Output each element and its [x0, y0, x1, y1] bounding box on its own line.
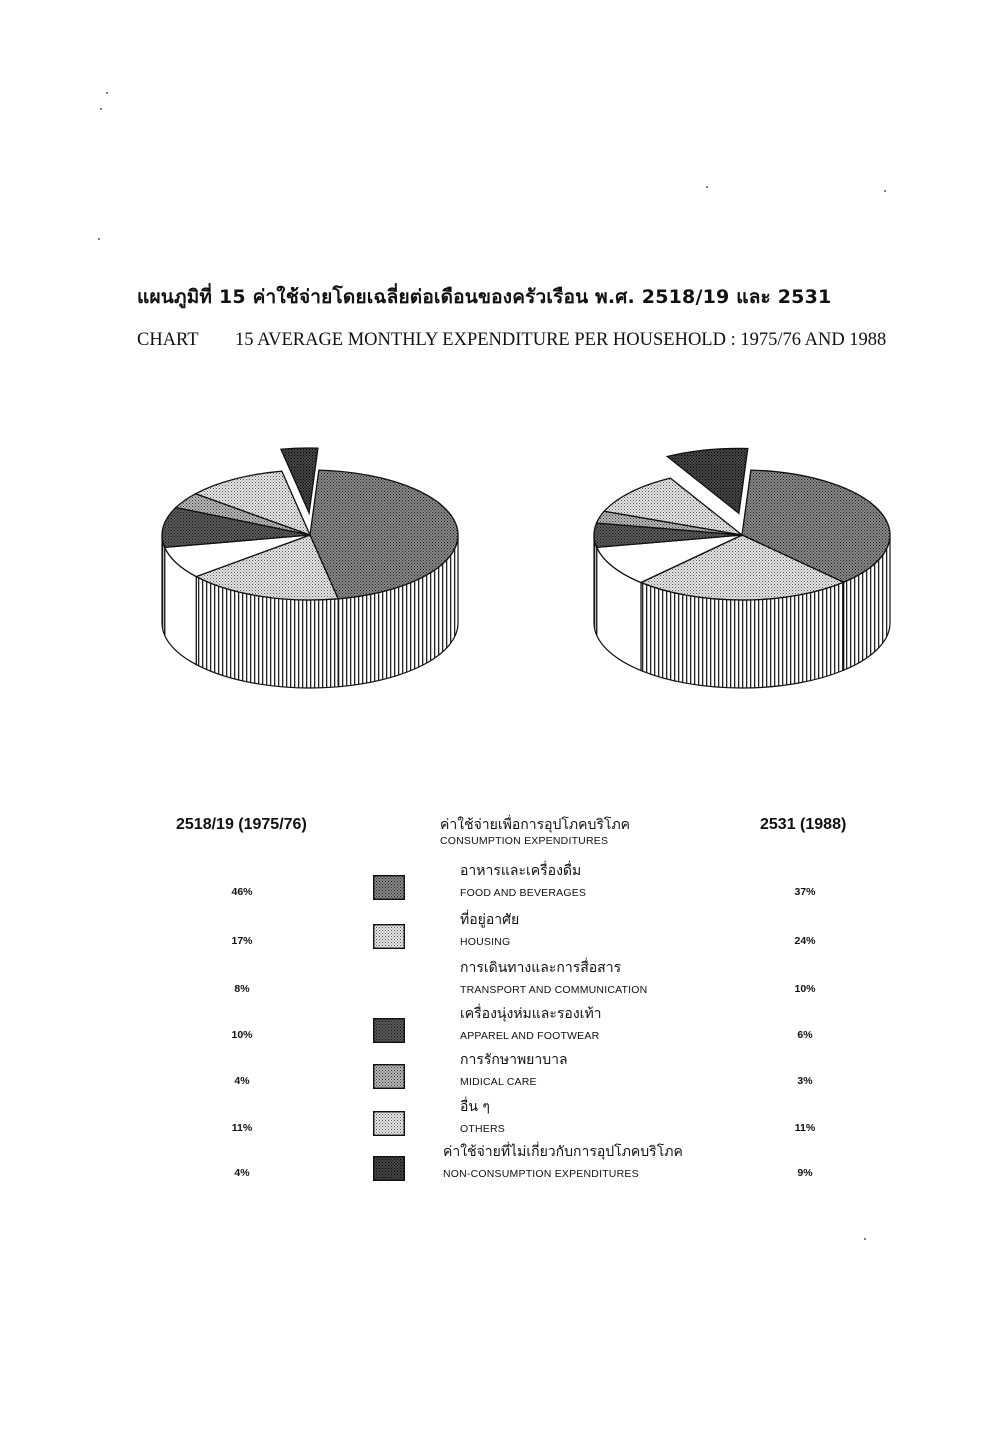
- legend-label-english: MIDICAL CARE: [460, 1076, 537, 1088]
- percent-1988: 11%: [794, 1122, 816, 1134]
- chart-label: CHART: [137, 330, 199, 350]
- percent-1988: 24%: [794, 935, 816, 947]
- legend-label: [460, 862, 586, 900]
- legend-label-thai: การรักษาพยาบาล: [460, 1052, 568, 1068]
- percent-1975: 11%: [231, 1122, 253, 1134]
- chart-title-english: [137, 330, 897, 351]
- legend-swatch: [373, 924, 405, 949]
- legend-row: [0, 1098, 990, 1146]
- scan-speck: [706, 186, 708, 188]
- legend-swatch: [373, 875, 405, 900]
- legend-row: [0, 862, 990, 910]
- group-label-thai: ค่าใช้จ่ายเพื่อการอุปโภคบริโภค: [440, 817, 631, 833]
- legend-row: [0, 911, 990, 959]
- percent-1975: 4%: [234, 1167, 250, 1179]
- pie-chart-1988: [582, 440, 902, 690]
- percent-1975: 46%: [231, 886, 253, 898]
- percent-1988: 37%: [794, 886, 816, 898]
- pie-slice-side: [594, 535, 597, 635]
- percent-1975: 10%: [231, 1029, 253, 1041]
- percent-1975: 8%: [234, 983, 250, 995]
- legend-label-thai: อื่น ๆ: [460, 1099, 490, 1115]
- percent-1975: 4%: [234, 1075, 250, 1087]
- legend-header-1975: 2518/19 (1975/76): [176, 816, 307, 833]
- group-label-english: CONSUMPTION EXPENDITURES: [440, 835, 609, 847]
- legend-label-english: APPAREL AND FOOTWEAR: [460, 1030, 600, 1042]
- legend-label: [460, 959, 647, 997]
- scan-speck: [100, 108, 102, 110]
- legend-label-english: NON-CONSUMPTION EXPENDITURES: [443, 1168, 639, 1180]
- legend-label: [460, 1098, 505, 1136]
- legend-label: [460, 1051, 568, 1089]
- legend-label: [460, 1005, 602, 1043]
- legend-label-thai: อาหารและเครื่องดื่ม: [460, 863, 582, 879]
- legend-label-thai: เครื่องนุ่งห่มและรองเท้า: [460, 1006, 602, 1022]
- legend-label: [443, 1143, 683, 1181]
- scan-speck: [864, 1238, 866, 1240]
- pie-chart-1975: [150, 440, 470, 690]
- legend-swatch: [373, 1018, 405, 1043]
- legend-group-header: [440, 816, 630, 848]
- legend-swatch: [373, 1111, 405, 1136]
- legend-row: [0, 1051, 990, 1099]
- legend-row: [0, 959, 990, 1007]
- chart-title-thai: แผนภูมิที่ 15 ค่าใช้จ่ายโดยเฉลี่ยต่อเดือนของครัวเรือน พ.ศ. 2518/19 และ 2531: [137, 286, 832, 308]
- legend-label-thai: ค่าใช้จ่ายที่ไม่เกี่ยวกับการอุปโภคบริโภค: [443, 1144, 683, 1160]
- legend-swatch: [373, 1064, 405, 1089]
- legend-swatch: [373, 1156, 405, 1181]
- legend-label-english: FOOD AND BEVERAGES: [460, 887, 587, 899]
- legend-label-english: HOUSING: [460, 936, 511, 948]
- percent-1988: 10%: [794, 983, 816, 995]
- scan-speck: [106, 92, 108, 94]
- scan-speck: [98, 238, 100, 240]
- legend-row: [0, 1005, 990, 1053]
- percent-1988: 3%: [797, 1075, 813, 1087]
- percent-1988: 6%: [797, 1029, 813, 1041]
- legend-label: [460, 911, 519, 949]
- legend-label-english: TRANSPORT AND COMMUNICATION: [460, 984, 648, 996]
- pie-slice-side: [162, 535, 165, 635]
- legend-header-1988: 2531 (1988): [760, 816, 847, 833]
- percent-1988: 9%: [797, 1167, 813, 1179]
- legend-label-english: OTHERS: [460, 1123, 505, 1135]
- legend-label-thai: การเดินทางและการสื่อสาร: [460, 960, 622, 976]
- legend-label-thai: ที่อยู่อาศัย: [460, 912, 520, 928]
- chart-title-text: 15 AVERAGE MONTHLY EXPENDITURE PER HOUSEHOLD : 1975/76 AND 1988: [235, 330, 887, 350]
- legend-row: [0, 1143, 990, 1191]
- percent-1975: 17%: [231, 935, 253, 947]
- scan-speck: [884, 190, 886, 192]
